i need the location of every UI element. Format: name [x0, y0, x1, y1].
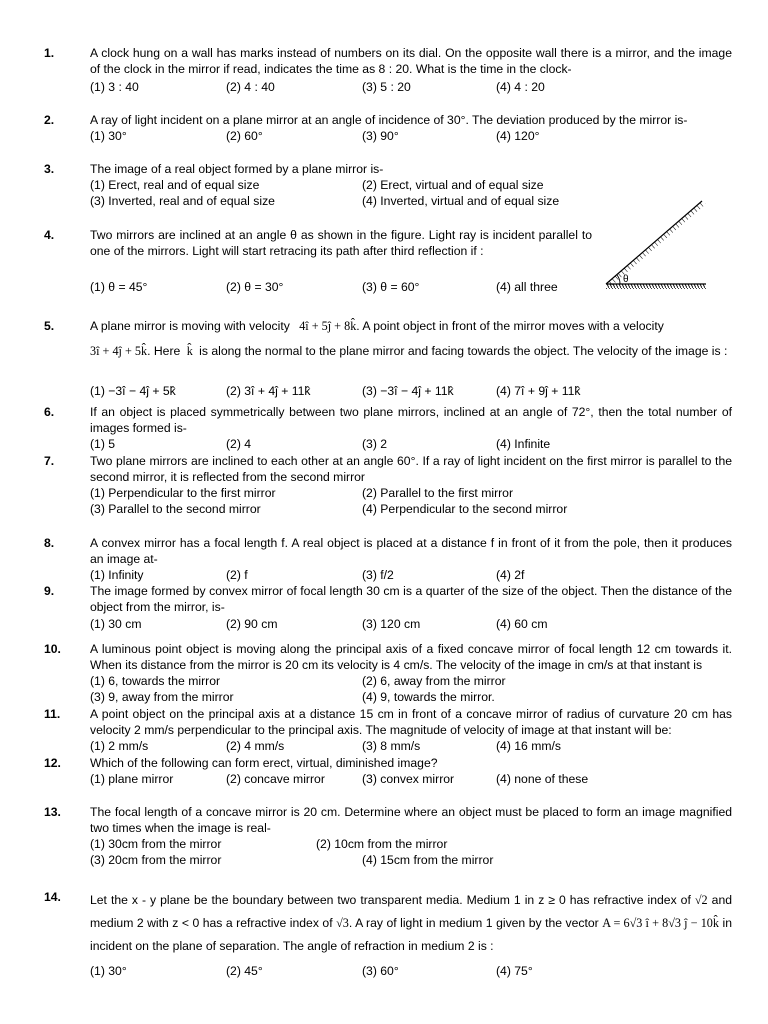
question-text: If an object is placed symmetrically between two plane mirrors, inclined at an angle of 72°, then the total number of images formed is- — [90, 405, 732, 435]
inclined-mirror — [606, 201, 702, 284]
option-4[interactable]: (4) 15cm from the mirror — [362, 853, 494, 867]
question-number: 5. — [44, 319, 55, 333]
option-4[interactable]: (4) none of these — [496, 772, 589, 786]
question-text: and medium 2 with z < 0 has a refractive index of — [90, 893, 733, 930]
inclined-mirror-hatching — [606, 201, 706, 287]
option-3[interactable]: (3) 90° — [362, 129, 399, 143]
question-number: 8. — [44, 536, 55, 550]
option-4[interactable]: (4) 16 mm/s — [496, 739, 562, 753]
question-text: Which of the following can form erect, virtual, diminished image? — [90, 756, 438, 770]
mirror-velocity-vector: 4î + 5ĵ + 8k̂ — [299, 319, 357, 333]
option-1[interactable]: (1) plane mirror — [90, 772, 174, 786]
sqrt3: √3 — [336, 916, 349, 930]
object-velocity-vector: 3î + 4ĵ + 5k̂ — [90, 344, 148, 358]
option-4[interactable]: (4) 7î + 9ĵ + 11k̂ — [496, 384, 581, 398]
option-2[interactable]: (2) Erect, virtual and of equal size — [362, 178, 544, 192]
option-2[interactable]: (2) f — [226, 568, 248, 582]
question-number: 3. — [44, 162, 55, 176]
option-1[interactable]: (1) 30° — [90, 964, 127, 978]
option-1[interactable]: (1) 30 cm — [90, 617, 142, 631]
question-text: is along the normal to the plane mirror and facing towards the object. The velocity of the image is : — [199, 344, 728, 358]
question-number: 10. — [44, 642, 61, 656]
option-3[interactable]: (3) 20cm from the mirror — [90, 853, 222, 867]
angle-label: θ — [623, 274, 629, 285]
option-3[interactable]: (3) θ = 60° — [362, 280, 420, 294]
option-3[interactable]: (3) 8 mm/s — [362, 739, 421, 753]
option-4[interactable]: (4) Infinite — [496, 437, 551, 451]
option-4[interactable]: (4) 2f — [496, 568, 525, 582]
option-1[interactable]: (1) Erect, real and of equal size — [90, 178, 260, 192]
question-text: A clock hung on a wall has marks instead of numbers on its dial. On the opposite wall there is a mirror, and the image of the clock in the mirror if read, indicates the time as 8 : 20. What is the time in the clock- — [90, 46, 732, 76]
question-text: The image formed by convex mirror of focal length 30 cm is a quarter of the size of the object. Then the distance of the object from the mirror, is- — [90, 584, 732, 614]
question-text: Two plane mirrors are inclined to each other at an angle 60°. If a ray of light incident on the first mirror is parallel to the second mirror, it is reflected from the second mirror — [90, 454, 732, 484]
option-1[interactable]: (1) Perpendicular to the first mirror — [90, 486, 276, 500]
option-4[interactable]: (4) 9, towards the mirror. — [362, 690, 495, 704]
question-text-line-1 — [90, 318, 732, 334]
option-1[interactable]: (1) 3 : 40 — [90, 80, 139, 94]
option-3[interactable]: (3) −3î − 4ĵ + 11k̂ — [362, 384, 454, 398]
question-number: 12. — [44, 756, 61, 770]
option-3[interactable]: (3) 2 — [362, 437, 388, 451]
option-2[interactable]: (2) 4 mm/s — [226, 739, 285, 753]
option-2[interactable]: (2) 4 : 40 — [226, 80, 275, 94]
option-1[interactable]: (1) 30cm from the mirror — [90, 837, 222, 851]
option-3[interactable]: (3) f/2 — [362, 568, 394, 582]
inclined-mirrors-figure — [600, 198, 710, 296]
question-text: A plane mirror is moving with velocity — [90, 319, 290, 333]
option-2[interactable]: (2) 45° — [226, 964, 263, 978]
option-3[interactable]: (3) 9, away from the mirror — [90, 690, 234, 704]
sqrt2: √2 — [694, 893, 708, 907]
option-2[interactable]: (2) concave mirror — [226, 772, 325, 786]
normal-unit-vector: k̂ — [186, 344, 193, 358]
option-3[interactable]: (3) 60° — [362, 964, 399, 978]
option-2[interactable]: (2) 6, away from the mirror — [362, 674, 506, 688]
bottom-mirror-hatching — [606, 284, 706, 289]
question-text: A luminous point object is moving along the principal axis of a fixed concave mirror of focal length 12 cm towards it. When its distance from the mirror is 20 cm its velocity is 4 cm/s. The velocity of the image in cm/s at that instant is — [90, 642, 732, 672]
question-number: 1. — [44, 46, 55, 60]
option-1[interactable]: (1) 5 — [90, 437, 116, 451]
option-1[interactable]: (1) 6, towards the mirror — [90, 674, 221, 688]
question-number: 4. — [44, 228, 55, 242]
option-1[interactable]: (1) −3î − 4ĵ + 5k̂ — [90, 384, 176, 398]
question-text: . Here — [147, 344, 181, 358]
option-3[interactable]: (3) convex mirror — [362, 772, 455, 786]
question-number: 7. — [44, 454, 55, 468]
question-text: A ray of light incident on a plane mirror at an angle of incidence of 30°. The deviation produced by the mirror is- — [90, 113, 688, 127]
question-number: 6. — [44, 405, 55, 419]
option-2[interactable]: (2) 10cm from the mirror — [316, 837, 448, 851]
option-4[interactable]: (4) 60 cm — [496, 617, 548, 631]
option-1[interactable]: (1) 2 mm/s — [90, 739, 149, 753]
question-text: A point object on the principal axis at a distance 15 cm in front of a concave mirror of radius of curvature 20 cm has velocity 2 mm/s perpendicular to the principal axis. The magnitude of velocity of image at that instant will be: — [90, 707, 732, 737]
ray-vector: A = 6√3 î + 8√3 ĵ − 10k̂ — [602, 916, 719, 930]
option-2[interactable]: (2) θ = 30° — [226, 280, 284, 294]
question-text: The image of a real object formed by a plane mirror is- — [90, 162, 384, 176]
question-text: Let the x - y plane be the boundary between two transparent media. Medium 1 in z ≥ 0 has refractive index of — [90, 893, 691, 907]
option-4[interactable]: (4) Inverted, virtual and of equal size — [362, 194, 560, 208]
question-number: 13. — [44, 805, 61, 819]
question-text: Two mirrors are inclined at an angle θ as shown in the figure. Light ray is incident parallel to one of the mirrors. Light will start retracing its path after third reflection if : — [90, 228, 592, 258]
option-2[interactable]: (2) 3î + 4ĵ + 11k̂ — [226, 384, 311, 398]
option-2[interactable]: (2) 90 cm — [226, 617, 278, 631]
option-4[interactable]: (4) Perpendicular to the second mirror — [362, 502, 568, 516]
option-4[interactable]: (4) all three — [496, 280, 558, 294]
question-text-block — [90, 889, 732, 958]
option-4[interactable]: (4) 75° — [496, 964, 533, 978]
question-number: 14. — [44, 890, 61, 904]
question-text: . A point object in front of the mirror moves with a velocity — [356, 319, 664, 333]
option-4[interactable]: (4) 4 : 20 — [496, 80, 545, 94]
question-text: A convex mirror has a focal length f. A real object is placed at a distance f in front of it from the pole, then it produces an image at- — [90, 536, 732, 566]
question-text: The focal length of a concave mirror is 20 cm. Determine where an object must be placed to form an image magnified two times when the image is real- — [90, 805, 732, 835]
question-text-line-2 — [90, 343, 732, 359]
question-number: 2. — [44, 113, 55, 127]
option-1[interactable]: (1) 30° — [90, 129, 127, 143]
option-2[interactable]: (2) 4 — [226, 437, 252, 451]
option-3[interactable]: (3) Parallel to the second mirror — [90, 502, 261, 516]
question-text: in incident on the plane of separation. The angle of refraction in medium 2 is : — [90, 916, 732, 953]
option-3[interactable]: (3) Inverted, real and of equal size — [90, 194, 275, 208]
question-number: 9. — [44, 584, 55, 598]
option-2[interactable]: (2) 60° — [226, 129, 263, 143]
option-2[interactable]: (2) Parallel to the first mirror — [362, 486, 514, 500]
question-number: 11. — [44, 707, 61, 721]
option-1[interactable]: (1) θ = 45° — [90, 280, 148, 294]
option-4[interactable]: (4) 120° — [496, 129, 540, 143]
option-3[interactable]: (3) 120 cm — [362, 617, 421, 631]
option-1[interactable]: (1) Infinity — [90, 568, 144, 582]
question-text: . A ray of light in medium 1 given by the vector — [348, 916, 599, 930]
option-3[interactable]: (3) 5 : 20 — [362, 80, 411, 94]
